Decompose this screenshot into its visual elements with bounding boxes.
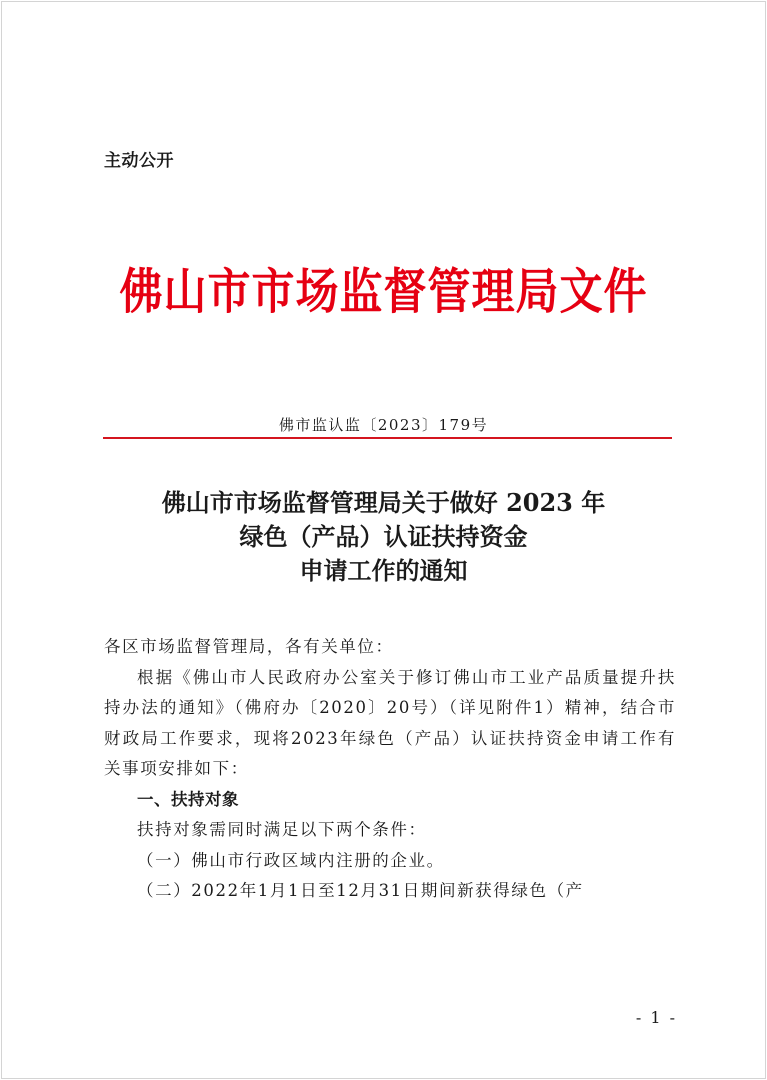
red-divider-line <box>103 437 672 439</box>
title-line-1: 佛山市市场监督管理局关于做好 2023 年 <box>161 488 606 517</box>
title-line-2: 绿色（产品）认证扶持资金 <box>239 522 528 551</box>
title-line-3: 申请工作的通知 <box>299 556 468 585</box>
page-number: - 1 - <box>635 1008 677 1027</box>
document-number: 佛市监认监〔2023〕179号 <box>278 416 489 434</box>
disclosure-label: 主动公开 <box>104 151 174 171</box>
body-paragraph: 根据《佛山市人民政府办公室关于修订佛山市工业产品质量提升扶持办法的通知》（佛府办〔2020〕20号）（详见附件1）精神，结合市财政局工作要求，现将2023年绿色（产品）认证扶持资金申请工作有关事项安排如下： <box>104 667 676 778</box>
document-title <box>0 486 767 588</box>
document-issuer-header: 佛山市市场监督管理局文件 <box>119 264 648 321</box>
section-intro: 扶持对象需同时满足以下两个条件： <box>137 820 427 839</box>
section-heading: 一、扶持对象 <box>137 789 239 809</box>
condition-item-2: （二）2022年1月1日至12月31日期间新获得绿色（产 <box>137 881 584 900</box>
salutation: 各区市场监督管理局，各有关单位： <box>104 637 394 656</box>
document-body <box>104 632 676 907</box>
condition-item-1: （一）佛山市行政区域内注册的企业。 <box>137 850 445 870</box>
